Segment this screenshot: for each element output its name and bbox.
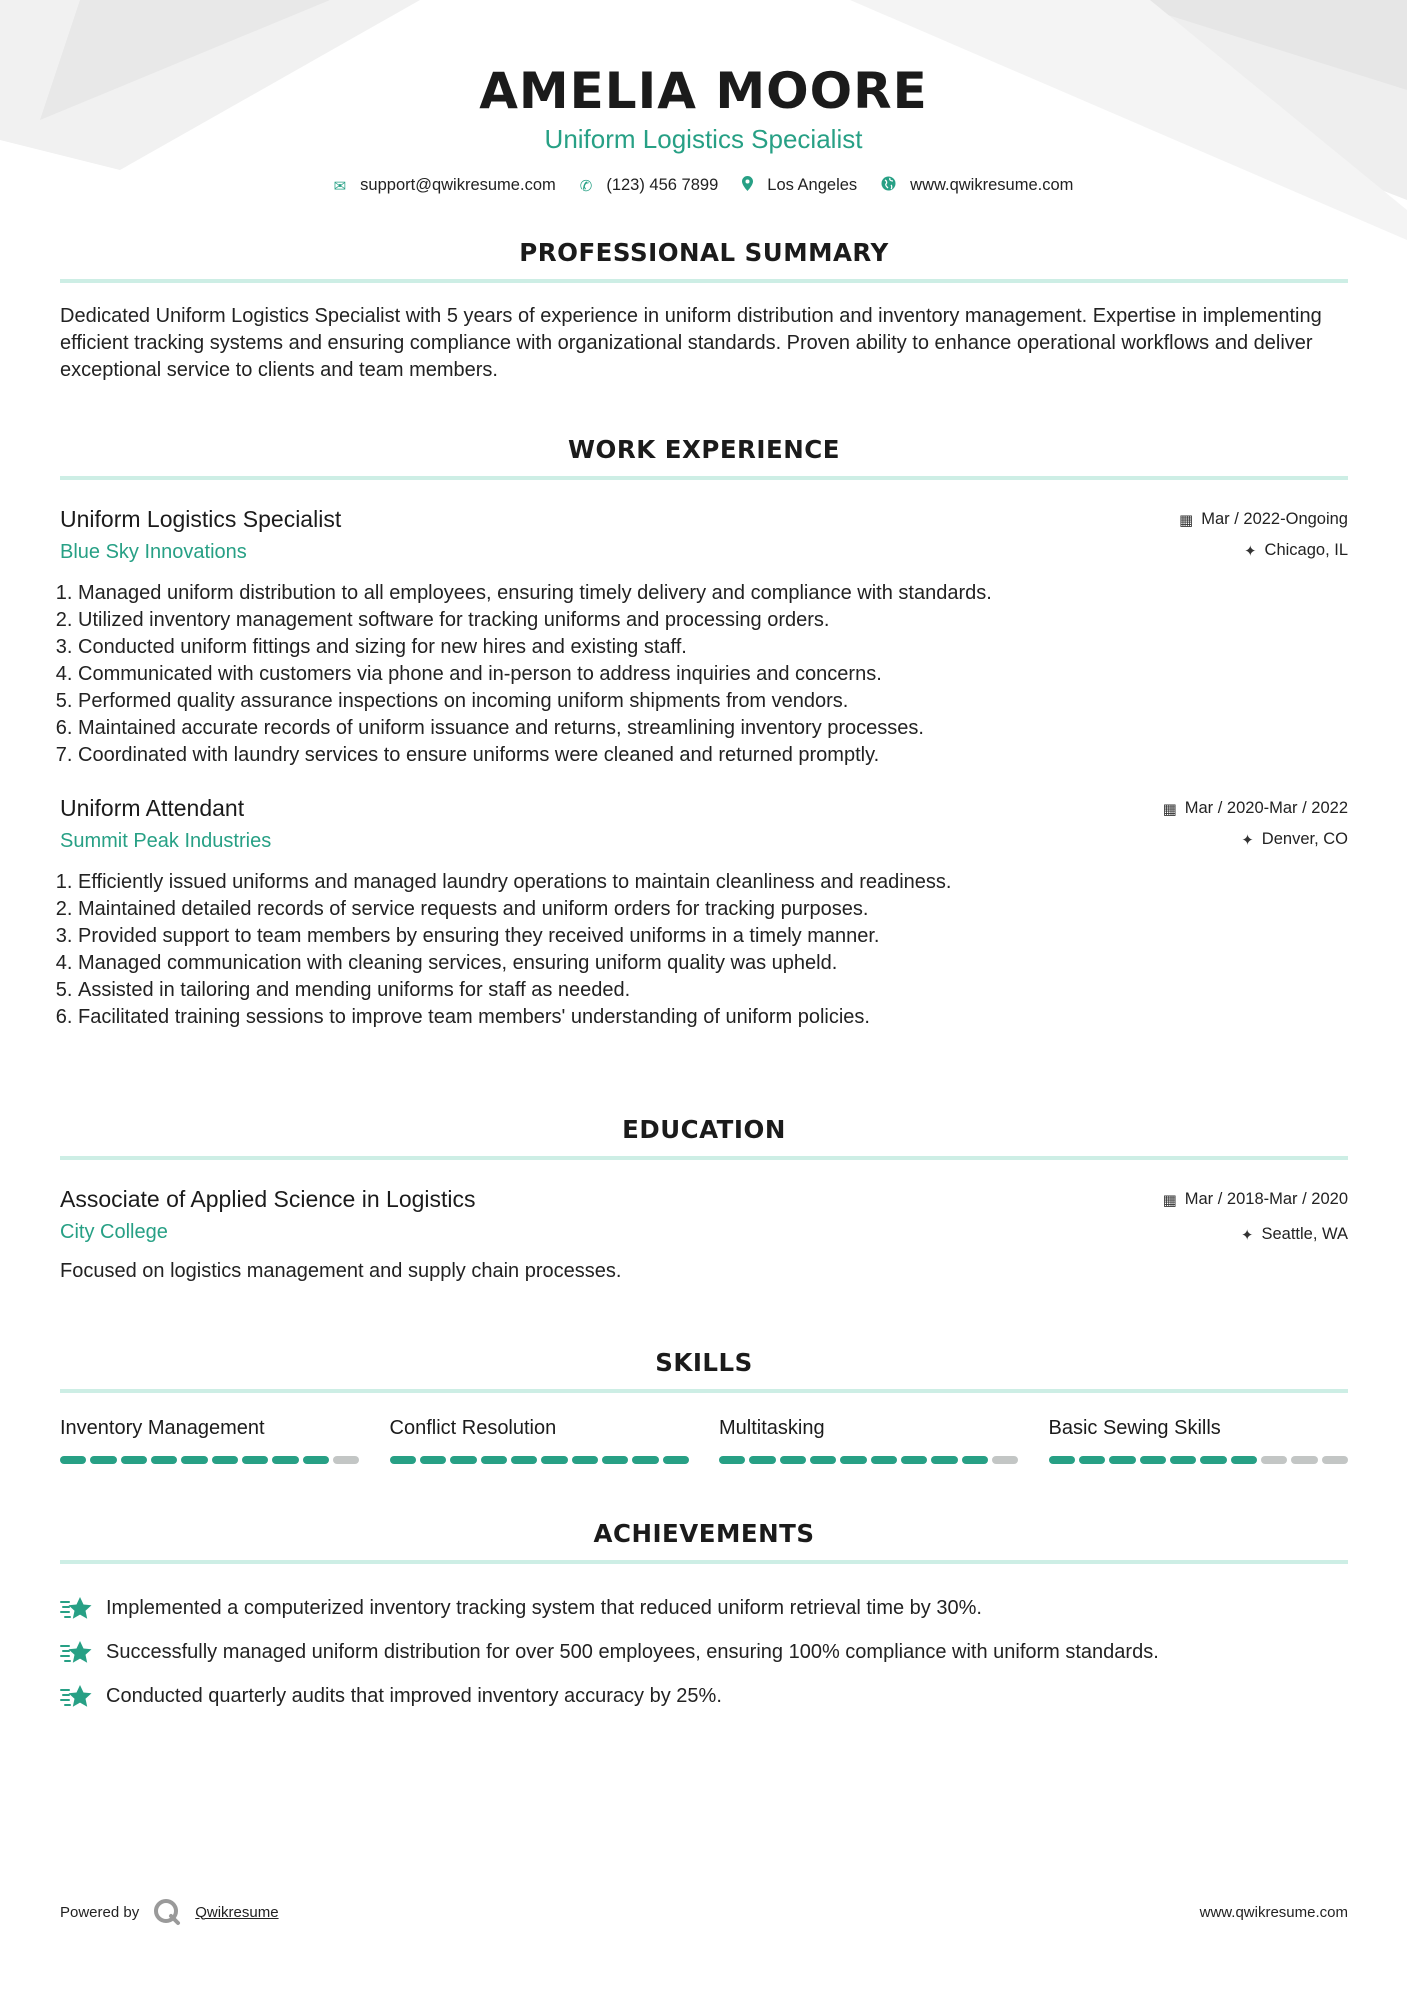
summary-text: Dedicated Uniform Logistics Specialist with 5 years of experience in uniform distribution and inventory management. Expertise in implementing efficient tracking systems and ensuring compliance with organizational standards. Proven ability to enhance operational workflows and deliver exceptional service to clients and team members.: [60, 305, 1322, 381]
skill-segment-filled: [719, 1456, 745, 1464]
achievements-list: [60, 1586, 1348, 1718]
skill-segment-filled: [1231, 1456, 1257, 1464]
list-item: 6. Maintained accurate records of uniform issuance and returns, streamlining inventory processes.: [78, 715, 1348, 742]
phone-text: (123) 456 7899: [606, 176, 719, 194]
star-icon: [60, 1682, 94, 1710]
skills-list: [60, 1417, 1348, 1464]
job-company: Blue Sky Innovations: [60, 541, 247, 563]
summary-section: [60, 238, 1348, 384]
skill-name: Conflict Resolution: [389, 1417, 557, 1439]
achievement-item: [60, 1630, 1348, 1674]
contact-website[interactable]: [881, 176, 1073, 195]
list-item: 1. Efficiently issued uniforms and managed laundry operations to maintain cleanliness and readiness.: [78, 869, 1348, 896]
degree-title: Associate of Applied Science in Logistics: [60, 1186, 476, 1212]
education-section: [60, 1115, 1348, 1283]
star-icon: [60, 1594, 94, 1622]
achievements-section: [60, 1519, 1348, 1718]
calendar-icon: ▦: [1162, 800, 1177, 818]
skill-segment-filled: [450, 1456, 476, 1464]
powered-by-label: Powered by: [60, 1903, 140, 1921]
list-item: 3. Conducted uniform fittings and sizing for new hires and existing staff.: [78, 634, 1348, 661]
location-text: Los Angeles: [767, 176, 858, 194]
powered-by: [60, 1898, 279, 1926]
skill-name: Basic Sewing Skills: [1048, 1417, 1221, 1439]
skill-segment-filled: [1140, 1456, 1166, 1464]
list-item: 4. Communicated with customers via phone and in-person to address inquiries and concerns.: [78, 661, 1348, 688]
education-location: Seattle, WA: [1261, 1225, 1348, 1243]
skill-item: [390, 1417, 690, 1464]
skill-segment-filled: [511, 1456, 537, 1464]
skill-segment-filled: [181, 1456, 207, 1464]
calendar-icon: ▦: [1179, 511, 1194, 529]
skill-segment-filled: [663, 1456, 689, 1464]
education-entry: [60, 1186, 1348, 1283]
education-meta: [1163, 1190, 1348, 1244]
skill-segment-empty: [1261, 1456, 1287, 1464]
school-name: City College: [60, 1221, 168, 1243]
candidate-name: AMELIA MOORE: [479, 62, 928, 120]
skill-segment-filled: [390, 1456, 416, 1464]
pushpin-icon: ✦: [1240, 1226, 1254, 1244]
envelope-icon: ✉: [333, 177, 347, 195]
job-entry: [60, 795, 1348, 1031]
skill-segment-filled: [303, 1456, 329, 1464]
skill-segment-filled: [151, 1456, 177, 1464]
list-item: 2. Utilized inventory management software for tracking uniforms and processing orders.: [78, 607, 1348, 634]
skill-segment-filled: [1079, 1456, 1105, 1464]
skill-level-bar: [1049, 1456, 1349, 1464]
email-text: support@qwikresume.com: [360, 176, 556, 194]
skill-segment-filled: [420, 1456, 446, 1464]
contact-phone: [580, 176, 719, 195]
skill-segment-filled: [602, 1456, 628, 1464]
job-duties-list: [60, 869, 1348, 1031]
skill-item: [719, 1417, 1019, 1464]
pushpin-icon: ✦: [1241, 831, 1254, 849]
footer-website[interactable]: www.qwikresume.com: [1199, 1903, 1348, 1921]
skill-segment-empty: [333, 1456, 359, 1464]
candidate-title: Uniform Logistics Specialist: [544, 124, 863, 154]
globe-icon: [881, 176, 896, 195]
contact-email[interactable]: [334, 176, 556, 195]
resume-header: [0, 0, 1407, 195]
list-item: 4. Managed communication with cleaning services, ensuring uniform quality was upheld.: [78, 950, 1348, 977]
map-pin-icon: [742, 176, 753, 195]
experience-heading: WORK EXPERIENCE: [60, 435, 1348, 480]
skill-level-bar: [390, 1456, 690, 1464]
skills-section: [60, 1348, 1348, 1464]
skill-segment-filled: [1200, 1456, 1226, 1464]
skill-segment-filled: [242, 1456, 268, 1464]
job-location: Denver, CO: [1261, 830, 1348, 848]
skill-name: Multitasking: [719, 1417, 825, 1439]
list-item: 5. Assisted in tailoring and mending uniforms for staff as needed.: [78, 977, 1348, 1004]
skill-segment-filled: [840, 1456, 866, 1464]
skill-level-bar: [719, 1456, 1019, 1464]
achievement-item: [60, 1674, 1348, 1718]
list-item: 6. Facilitated training sessions to improve team members' understanding of uniform policies.: [78, 1004, 1348, 1031]
phone-icon: ✆: [579, 177, 593, 195]
qwikresume-logo-icon: [153, 1898, 181, 1926]
achievement-text: Successfully managed uniform distribution for over 500 employees, ensuring 100% compliance with uniform standards.: [106, 1640, 1159, 1663]
skill-segment-filled: [1109, 1456, 1135, 1464]
achievement-text: Implemented a computerized inventory tracking system that reduced uniform retrieval time by 30%.: [106, 1596, 982, 1619]
skill-segment-filled: [901, 1456, 927, 1464]
skill-segment-filled: [481, 1456, 507, 1464]
website-text: www.qwikresume.com: [910, 176, 1074, 194]
skill-segment-filled: [1170, 1456, 1196, 1464]
list-item: 5. Performed quality assurance inspections on incoming uniform shipments from vendors.: [78, 688, 1348, 715]
skill-segment-filled: [1049, 1456, 1075, 1464]
summary-heading: PROFESSIONAL SUMMARY: [60, 238, 1348, 283]
achievement-item: [60, 1586, 1348, 1630]
skill-segment-filled: [962, 1456, 988, 1464]
skill-segment-filled: [931, 1456, 957, 1464]
achievements-heading: ACHIEVEMENTS: [60, 1519, 1348, 1564]
pushpin-icon: ✦: [1243, 542, 1257, 560]
achievement-text: Conducted quarterly audits that improved inventory accuracy by 25%.: [106, 1684, 722, 1707]
star-icon: [60, 1638, 94, 1666]
experience-section: [60, 435, 1348, 1031]
skill-segment-filled: [272, 1456, 298, 1464]
list-item: 7. Coordinated with laundry services to ensure uniforms were cleaned and returned promptly.: [78, 742, 1348, 769]
skill-segment-filled: [60, 1456, 86, 1464]
skill-segment-filled: [810, 1456, 836, 1464]
contact-bar: [0, 176, 1407, 195]
contact-location: [742, 176, 857, 195]
job-meta: [1163, 799, 1348, 849]
skill-segment-empty: [1322, 1456, 1348, 1464]
skill-segment-filled: [121, 1456, 147, 1464]
skill-segment-filled: [90, 1456, 116, 1464]
job-dates: Mar / 2020-Mar / 2022: [1184, 799, 1348, 817]
list-item: 3. Provided support to team members by ensuring they received uniforms in a timely manner.: [78, 923, 1348, 950]
job-duties-list: [60, 580, 1348, 769]
job-entry: [60, 506, 1348, 769]
skill-segment-filled: [572, 1456, 598, 1464]
education-dates: Mar / 2018-Mar / 2020: [1184, 1190, 1348, 1208]
skill-segment-empty: [1291, 1456, 1317, 1464]
skill-segment-filled: [541, 1456, 567, 1464]
job-location: Chicago, IL: [1264, 541, 1348, 559]
education-heading: EDUCATION: [60, 1115, 1348, 1160]
calendar-icon: ▦: [1162, 1191, 1177, 1209]
skill-segment-filled: [780, 1456, 806, 1464]
job-company: Summit Peak Industries: [60, 830, 272, 852]
qwikresume-link[interactable]: Qwikresume: [195, 1903, 279, 1921]
list-item: 1. Managed uniform distribution to all employees, ensuring timely delivery and compliance with standards.: [78, 580, 1348, 607]
job-dates: Mar / 2022-Ongoing: [1201, 510, 1348, 528]
skill-item: [1049, 1417, 1349, 1464]
skill-name: Inventory Management: [60, 1417, 265, 1439]
skill-segment-filled: [749, 1456, 775, 1464]
skill-segment-empty: [992, 1456, 1018, 1464]
skill-segment-filled: [871, 1456, 897, 1464]
list-item: 2. Maintained detailed records of service requests and uniform orders for tracking purposes.: [78, 896, 1348, 923]
job-title: Uniform Logistics Specialist: [60, 506, 342, 532]
skill-item: [60, 1417, 360, 1464]
education-description: Focused on logistics management and supply chain processes.: [60, 1260, 622, 1282]
skill-level-bar: [60, 1456, 360, 1464]
job-meta: [1179, 510, 1348, 560]
page-footer: [60, 1898, 1348, 1926]
skill-segment-filled: [632, 1456, 658, 1464]
skills-heading: SKILLS: [60, 1348, 1348, 1393]
skill-segment-filled: [212, 1456, 238, 1464]
job-title: Uniform Attendant: [60, 795, 245, 821]
